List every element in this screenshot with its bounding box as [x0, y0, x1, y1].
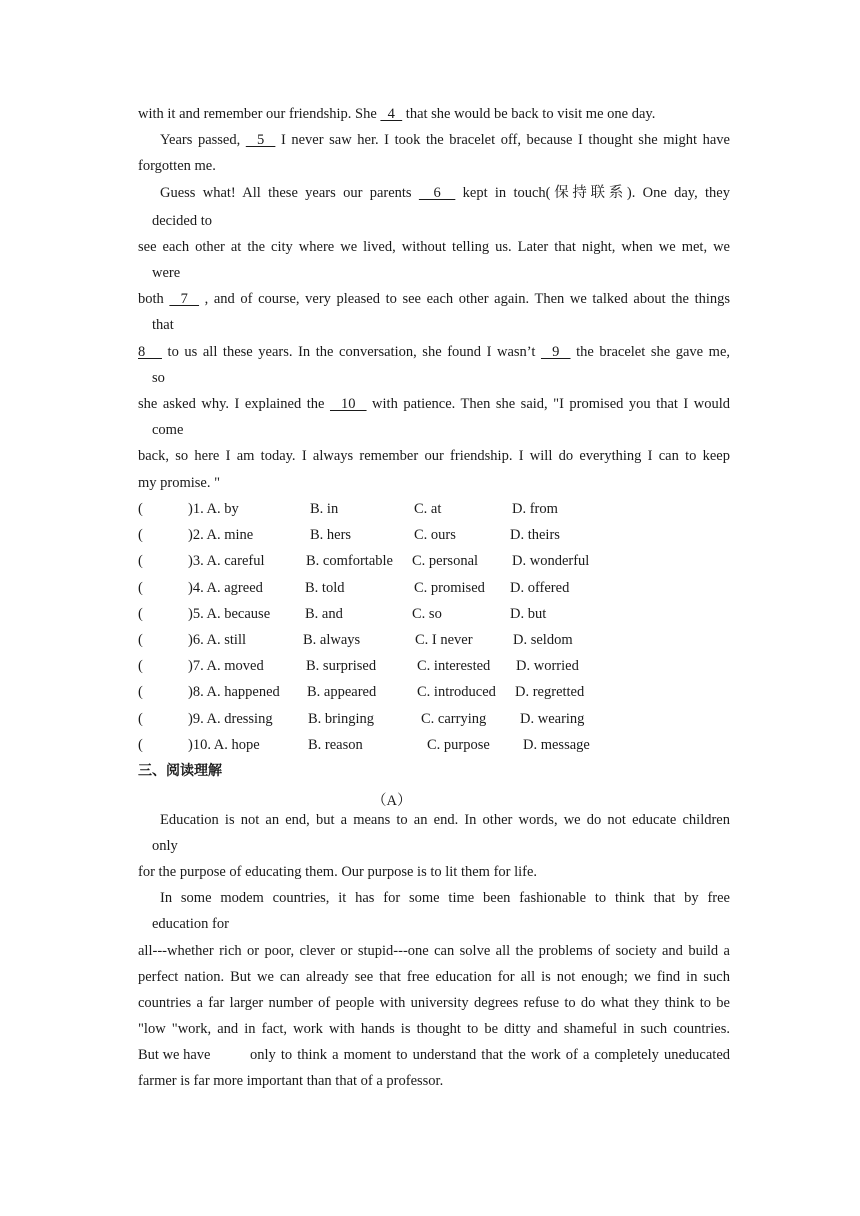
question-option-b: B. comfortable	[306, 553, 393, 570]
passage-line	[160, 131, 730, 149]
answer-blank[interactable]: (	[138, 527, 143, 544]
passage-line	[160, 184, 730, 202]
question-option-a: )8. A. happened	[188, 684, 280, 701]
question-option-a: )4. A. agreed	[188, 579, 263, 596]
answer-blank[interactable]: (	[138, 501, 143, 517]
passage-line	[138, 447, 730, 465]
question-option-d: D. seldom	[513, 632, 573, 648]
blank-5: 5	[245, 132, 276, 148]
question-option-d: D. but	[510, 605, 547, 622]
question-option-d: D. worried	[516, 658, 579, 675]
question-option-a: )6. A. still	[188, 632, 247, 648]
passage-line: come	[152, 422, 184, 438]
blank-6: 6	[418, 185, 456, 201]
question-option-d: D. wearing	[520, 710, 585, 727]
question-option-b: B. hers	[310, 527, 352, 544]
answer-blank[interactable]: (	[138, 658, 143, 675]
reading-line	[138, 1020, 730, 1038]
reading-text: Education is not an end, but a means to an end. In other words, we do not educate children	[160, 812, 730, 828]
reading-line: for the purpose of educating them. Our purpose is to lit them for life.	[138, 864, 538, 880]
passage-line	[138, 105, 655, 123]
question-option-b: B. told	[305, 579, 345, 596]
passage-line: that	[152, 317, 174, 333]
question-option-d: D. wonderful	[512, 553, 590, 570]
reading-line	[138, 1046, 730, 1064]
question-option-c: C. interested	[417, 658, 491, 675]
answer-blank[interactable]: (	[138, 736, 143, 753]
reading-line	[138, 968, 730, 986]
passage-text: Years passed,	[160, 132, 246, 148]
question-option-c: C. so	[412, 605, 442, 622]
reading-label: （A）	[372, 793, 412, 809]
question-option-d: D. regretted	[515, 684, 585, 701]
question-option-b: B. bringing	[308, 710, 375, 727]
reading-text: all---whether rich or poor, clever or stupid---one can solve all the problems of society and build a	[138, 943, 730, 959]
question-option-b: B. reason	[308, 736, 363, 753]
reading-text: only to think a moment to understand that the work of a completely uneducated	[250, 1047, 730, 1063]
question-option-c: C. I never	[415, 632, 473, 648]
reading-line: only	[152, 838, 178, 854]
answer-blank[interactable]: (	[138, 632, 143, 648]
question-option-a: )3. A. careful	[188, 553, 265, 570]
passage-text: that she would be back to visit me one day.	[402, 106, 656, 122]
reading-text: "low "work, and in fact, work with hands is thought to be ditty and shameful in such countries.	[138, 1021, 730, 1037]
answer-blank[interactable]: (	[138, 579, 143, 596]
passage-line: decided to	[152, 213, 212, 229]
passage-text: with patience. Then she said, "I promised you that I would	[366, 396, 731, 412]
blank-9: 9	[540, 344, 571, 360]
passage-text: kept in touch(保持联系). One day, they	[455, 185, 730, 201]
passage-text: back, so here I am today. I always remember our friendship. I will do everything I can to keep	[138, 448, 730, 464]
question-option-b: B. in	[310, 501, 339, 517]
question-option-c: C. ours	[414, 527, 456, 544]
answer-blank[interactable]: (	[138, 605, 143, 622]
passage-line: forgotten me.	[138, 158, 216, 174]
passage-line: my promise. "	[138, 475, 221, 491]
reading-text: countries a far larger number of people with university degrees refuse to do what they think to be	[138, 995, 730, 1011]
question-option-a: )2. A. mine	[188, 527, 254, 544]
question-option-b: B. and	[305, 605, 343, 622]
passage-text: Guess what! All these years our parents	[160, 185, 419, 201]
reading-line	[160, 889, 730, 907]
reading-line	[138, 942, 730, 960]
reading-text: perfect nation. But we can already see that free education for all is not enough; we find in such	[138, 969, 730, 985]
question-option-b: B. always	[303, 632, 361, 648]
question-option-a: )9. A. dressing	[188, 710, 273, 727]
passage-text: , and of course, very pleased to see each other again. Then we talked about the things	[199, 291, 731, 307]
passage-text: see each other at the city where we lived, without telling us. Later that night, when we met, we	[138, 239, 730, 255]
passage-text: the bracelet she gave me,	[570, 344, 731, 360]
question-option-b: B. appeared	[307, 684, 377, 701]
question-option-a: )1. A. by	[188, 501, 239, 517]
reading-line: farmer is far more important than that of a professor.	[138, 1073, 444, 1089]
passage-line	[138, 343, 730, 361]
question-option-d: D. theirs	[510, 527, 560, 544]
section-title: 三、阅读理解	[138, 763, 222, 779]
answer-blank[interactable]: (	[138, 684, 143, 701]
passage-line	[138, 238, 730, 256]
passage-text: she asked why. I explained the	[138, 396, 330, 412]
blank-7: 7	[169, 291, 200, 307]
question-option-a: )10. A. hope	[188, 736, 260, 753]
passage-text: to us all these years. In the conversation, she found I wasn’t	[161, 344, 541, 360]
blank-8: 8	[138, 344, 162, 360]
question-option-b: B. surprised	[306, 658, 377, 675]
blank-4: 4	[380, 106, 403, 122]
question-option-c: C. carrying	[421, 710, 487, 727]
reading-line	[160, 811, 730, 829]
reading-text: In some modem countries, it has for some time been fashionable to think that by free	[160, 890, 730, 906]
question-option-a: )5. A. because	[188, 605, 271, 622]
passage-line	[138, 395, 730, 413]
reading-line: education for	[152, 916, 229, 932]
answer-blank[interactable]: (	[138, 553, 143, 570]
reading-text: But we have	[138, 1047, 211, 1063]
question-option-c: C. promised	[414, 579, 485, 596]
passage-text: both	[138, 291, 170, 307]
question-option-c: C. at	[414, 501, 442, 517]
reading-line	[138, 994, 730, 1012]
passage-text: with it and remember our friendship. She	[138, 106, 381, 122]
question-option-a: )7. A. moved	[188, 658, 264, 675]
question-option-d: D. message	[523, 736, 590, 753]
question-option-c: C. personal	[412, 553, 479, 570]
passage-text: I never saw her. I took the bracelet off, because I thought she might have	[275, 132, 730, 148]
question-option-d: D. from	[512, 501, 558, 517]
answer-blank[interactable]: (	[138, 710, 143, 727]
passage-line	[138, 290, 730, 308]
question-option-d: D. offered	[510, 579, 570, 596]
question-option-c: C. introduced	[417, 684, 496, 701]
question-option-c: C. purpose	[427, 736, 490, 753]
passage-line: were	[152, 265, 181, 281]
passage-line: so	[152, 370, 165, 386]
blank-10: 10	[329, 396, 367, 412]
